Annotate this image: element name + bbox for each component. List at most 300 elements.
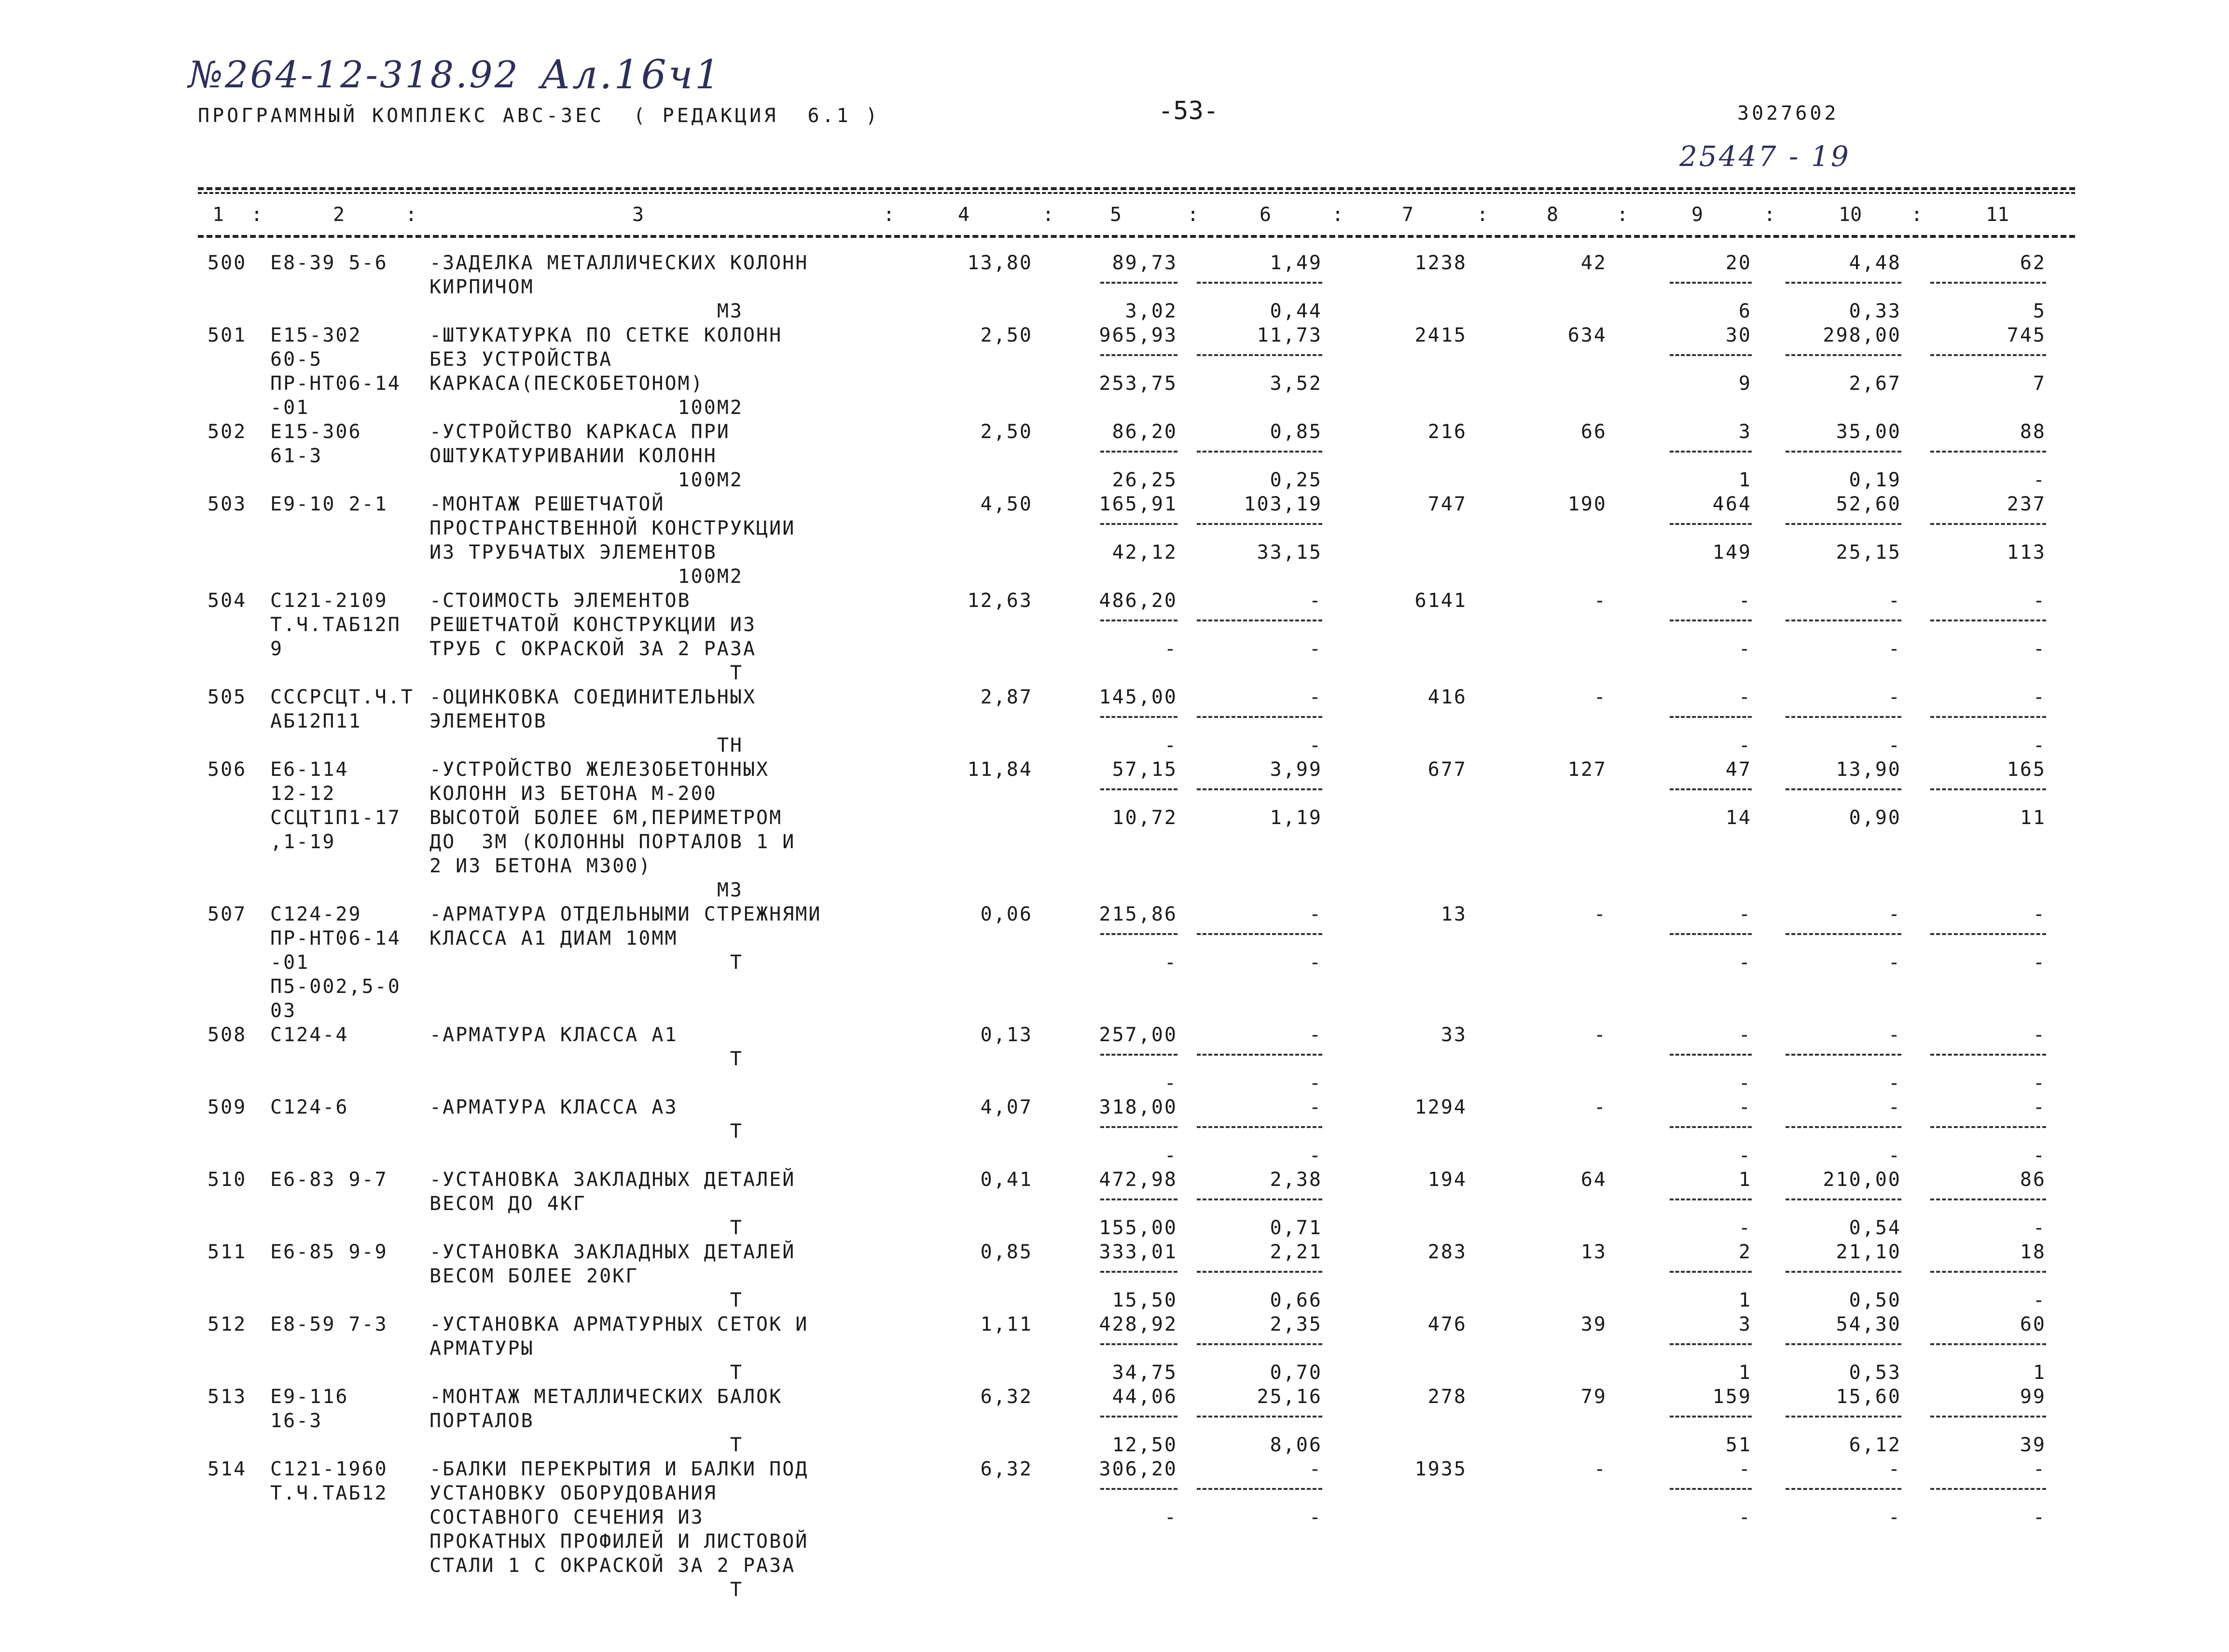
row-col10: - xyxy=(1888,1024,1901,1046)
row-col8: 634 xyxy=(1567,324,1607,346)
row-description: СОСТАВНОГО СЕЧЕНИЯ ИЗ xyxy=(429,1506,704,1528)
row-description: КОЛОНН ИЗ БЕТОНА М-200 xyxy=(429,783,717,805)
row-col8: 190 xyxy=(1567,493,1607,515)
row-col5: 215,86 xyxy=(1099,903,1177,925)
row-col6: - xyxy=(1309,1096,1322,1118)
row-code: -01 xyxy=(270,951,310,974)
col-header-11: 11 xyxy=(1986,204,2009,226)
cell-separator xyxy=(1197,282,1322,284)
row-col9: 1 xyxy=(1738,1169,1752,1191)
row-col8: 66 xyxy=(1580,421,1607,443)
row-col5: 965,93 xyxy=(1099,324,1177,346)
row-col5: 306,20 xyxy=(1099,1458,1177,1480)
row-code: Е6-114 xyxy=(270,758,349,781)
cell-separator xyxy=(1100,451,1177,453)
row-number: 513 xyxy=(208,1386,247,1408)
row-col5: 44,06 xyxy=(1112,1386,1177,1408)
row-col11: - xyxy=(2033,1096,2046,1118)
cell-separator xyxy=(1786,1054,1901,1056)
row-unit: 100М2 xyxy=(678,565,743,588)
cell-separator xyxy=(1197,1416,1322,1418)
row-description: СТАЛИ 1 С ОКРАСКОЙ ЗА 2 РАЗА xyxy=(429,1555,796,1577)
row-col9-sub: - xyxy=(1738,951,1752,974)
row-col5-sub: 12,50 xyxy=(1112,1434,1177,1456)
col-header-6: 6 xyxy=(1260,204,1272,226)
row-col11-sub: - xyxy=(2033,1506,2046,1528)
row-code: С124-6 xyxy=(270,1096,349,1118)
row-col9: - xyxy=(1738,903,1752,925)
row-col10-sub: - xyxy=(1888,638,1901,660)
row-col9-sub: - xyxy=(1738,1144,1752,1167)
row-col6-sub: 0,25 xyxy=(1270,469,1322,491)
row-col6-sub: - xyxy=(1309,951,1322,974)
row-code: ПР-НТ06-14 xyxy=(270,372,401,395)
row-description: КИРПИЧОМ xyxy=(429,276,534,298)
row-col6: - xyxy=(1309,903,1322,925)
row-description: -УСТАНОВКА АРМАТУРНЫХ СЕТОК И xyxy=(429,1313,809,1335)
row-col5: 86,20 xyxy=(1112,421,1177,443)
cell-separator xyxy=(1670,1198,1752,1200)
row-code: Е6-83 9-7 xyxy=(270,1169,388,1191)
row-col8: 13 xyxy=(1580,1241,1607,1263)
row-number: 508 xyxy=(208,1024,247,1046)
row-col11-sub: - xyxy=(2033,638,2046,660)
row-col11: - xyxy=(2033,903,2046,925)
cell-separator xyxy=(1930,1343,2046,1345)
row-col6-sub: 33,15 xyxy=(1257,541,1322,564)
row-col11-sub: 39 xyxy=(2020,1434,2046,1456)
row-code: С124-29 xyxy=(270,903,362,925)
row-col6-sub: - xyxy=(1309,638,1322,660)
row-col8: 39 xyxy=(1580,1313,1607,1335)
handwritten-reference: №264-12-318.92 xyxy=(188,53,520,96)
col-header-1: 1 xyxy=(212,204,224,226)
cell-separator xyxy=(1670,451,1752,453)
row-number: 514 xyxy=(208,1458,247,1480)
row-code: 16-3 xyxy=(270,1410,323,1432)
row-col11-sub: 113 xyxy=(2007,541,2046,564)
row-col5: 486,20 xyxy=(1099,590,1177,612)
cell-separator xyxy=(1100,1198,1177,1200)
row-col5-sub: - xyxy=(1164,1072,1177,1094)
cell-separator xyxy=(1930,1488,2046,1490)
row-col11-sub: - xyxy=(2033,1217,2046,1239)
col-header-4: 4 xyxy=(958,204,970,226)
row-number: 500 xyxy=(208,252,247,274)
row-description: -ШТУКАТУРКА ПО СЕТКЕ КОЛОНН xyxy=(429,324,783,346)
row-description: -МОНТАЖ МЕТАЛЛИЧЕСКИХ БАЛОК xyxy=(429,1386,783,1408)
cell-separator xyxy=(1930,354,2046,356)
cell-separator xyxy=(1670,1488,1752,1490)
document-code: 3027602 xyxy=(1737,102,1839,124)
row-col6-sub: - xyxy=(1309,734,1322,757)
row-col6-sub: - xyxy=(1309,1072,1322,1094)
row-code: Е9-10 2-1 xyxy=(270,493,388,515)
row-number: 504 xyxy=(208,590,247,612)
row-col5-sub: 10,72 xyxy=(1112,807,1177,829)
row-col11: 745 xyxy=(2007,324,2046,346)
row-description: -АРМАТУРА ОТДЕЛЬНЫМИ СТРЕЖНЯМИ xyxy=(429,903,822,925)
row-col11-sub: 7 xyxy=(2033,372,2046,395)
row-col5: 257,00 xyxy=(1099,1024,1177,1046)
cell-separator xyxy=(1930,620,2046,621)
cell-separator xyxy=(1670,523,1752,525)
cell-separator xyxy=(1197,933,1322,935)
row-number: 506 xyxy=(208,758,247,781)
row-col5-sub: - xyxy=(1164,951,1177,974)
row-col6: 0,85 xyxy=(1270,421,1322,443)
row-col8: - xyxy=(1593,1096,1607,1118)
row-number: 503 xyxy=(208,493,247,515)
row-col10-sub: 6,12 xyxy=(1849,1434,1901,1456)
row-col9: - xyxy=(1738,686,1752,708)
row-code: АБ12П11 xyxy=(270,710,362,732)
cell-separator xyxy=(1930,1271,2046,1273)
row-col9: 2 xyxy=(1738,1241,1752,1263)
row-col7: 283 xyxy=(1427,1241,1467,1263)
cell-separator xyxy=(1930,1054,2046,1056)
row-number: 505 xyxy=(208,686,247,708)
row-col5-sub: 155,00 xyxy=(1099,1217,1177,1239)
cell-separator xyxy=(1100,933,1177,935)
cell-separator xyxy=(1670,1126,1752,1128)
row-col4: 12,63 xyxy=(967,590,1033,612)
row-col6-sub: 8,06 xyxy=(1270,1434,1322,1456)
row-col5: 145,00 xyxy=(1099,686,1177,708)
cell-separator xyxy=(1100,1343,1177,1345)
row-col5-sub: 15,50 xyxy=(1112,1289,1177,1311)
cell-separator xyxy=(1930,933,2046,935)
row-col6-sub: 0,66 xyxy=(1270,1289,1322,1311)
row-col11-sub: - xyxy=(2033,1144,2046,1167)
row-col10: 54,30 xyxy=(1836,1313,1901,1335)
row-col10-sub: 0,33 xyxy=(1849,300,1901,322)
row-col6-sub: - xyxy=(1309,1144,1322,1167)
row-col4: 0,06 xyxy=(980,903,1033,925)
cell-separator xyxy=(1100,1416,1177,1418)
row-description: ЭЛЕМЕНТОВ xyxy=(429,710,547,732)
row-code: Т.Ч.ТАБ12 xyxy=(270,1482,388,1504)
cell-separator xyxy=(1786,1126,1901,1128)
row-col11: 18 xyxy=(2020,1241,2046,1263)
row-col5: 428,92 xyxy=(1099,1313,1177,1335)
row-col6: - xyxy=(1309,590,1322,612)
row-col5-sub: 253,75 xyxy=(1099,372,1177,395)
cell-separator xyxy=(1670,354,1752,356)
row-unit: Т xyxy=(730,1362,743,1384)
cell-separator xyxy=(1670,1416,1752,1418)
col-sep: : xyxy=(1332,204,1344,226)
row-col5-sub: 26,25 xyxy=(1112,469,1177,491)
row-col6-sub: 0,71 xyxy=(1270,1217,1322,1239)
row-code: Е15-306 xyxy=(270,421,362,443)
row-col5: 333,01 xyxy=(1099,1241,1177,1263)
cell-separator xyxy=(1930,716,2046,718)
row-col9: 30 xyxy=(1725,324,1752,346)
row-code: Е8-59 7-3 xyxy=(270,1313,388,1335)
row-col7: 216 xyxy=(1427,421,1467,443)
row-col9: - xyxy=(1738,1024,1752,1046)
row-col4: 11,84 xyxy=(967,758,1033,781)
row-code: Е6-85 9-9 xyxy=(270,1241,388,1263)
row-unit: Т xyxy=(730,662,743,684)
col-header-7: 7 xyxy=(1402,204,1414,226)
row-col5: 89,73 xyxy=(1112,252,1177,274)
cell-separator xyxy=(1930,1198,2046,1200)
row-description: -МОНТАЖ РЕШЕТЧАТОЙ xyxy=(429,493,665,515)
row-unit: М3 xyxy=(717,300,743,322)
cell-separator xyxy=(1786,523,1901,525)
row-col9-sub: - xyxy=(1738,638,1752,660)
cell-separator xyxy=(1100,620,1177,621)
cell-separator xyxy=(1786,1416,1901,1418)
cell-separator xyxy=(1670,716,1752,718)
row-col5-sub: - xyxy=(1164,1506,1177,1528)
cell-separator xyxy=(1786,933,1901,935)
row-description: ПОРТАЛОВ xyxy=(429,1410,534,1432)
row-col11-sub: - xyxy=(2033,734,2046,757)
cell-separator xyxy=(1786,1488,1901,1490)
row-col11-sub: 11 xyxy=(2020,807,2046,829)
row-col7: 6141 xyxy=(1414,590,1467,612)
row-col6-sub: 1,19 xyxy=(1270,807,1322,829)
row-col6: 103,19 xyxy=(1244,493,1322,515)
row-code: 9 xyxy=(270,638,284,660)
row-col8: - xyxy=(1593,1024,1607,1046)
row-col4: 1,11 xyxy=(980,1313,1033,1335)
row-code: 60-5 xyxy=(270,348,323,371)
row-unit: ТН xyxy=(717,734,743,757)
cell-separator xyxy=(1786,282,1901,284)
row-col5-sub: - xyxy=(1164,1144,1177,1167)
row-number: 510 xyxy=(208,1169,247,1191)
cell-separator xyxy=(1197,1054,1322,1056)
row-col10-sub: - xyxy=(1888,1072,1901,1094)
row-code: П5-002,5-0 xyxy=(270,976,401,998)
row-col7: 278 xyxy=(1427,1386,1467,1408)
row-number: 512 xyxy=(208,1313,247,1335)
row-col11-sub: - xyxy=(2033,1072,2046,1094)
row-col9: 47 xyxy=(1725,758,1752,781)
row-col10-sub: 0,53 xyxy=(1849,1362,1901,1384)
col-sep: : xyxy=(1187,204,1199,226)
row-col5-sub: - xyxy=(1164,638,1177,660)
row-description: -УСТРОЙСТВО ЖЕЛЕЗОБЕТОННЫХ xyxy=(429,758,770,781)
cell-separator xyxy=(1930,1126,2046,1128)
row-description: УСТАНОВКУ ОБОРУДОВАНИЯ xyxy=(429,1482,717,1504)
col-sep: : xyxy=(1042,204,1054,226)
cell-separator xyxy=(1670,1054,1752,1056)
cell-separator xyxy=(1930,282,2046,284)
cell-separator xyxy=(1786,716,1901,718)
row-col10: 52,60 xyxy=(1836,493,1901,515)
row-col11: 60 xyxy=(2020,1313,2046,1335)
row-col7: 677 xyxy=(1427,758,1467,781)
row-col7: 1294 xyxy=(1414,1096,1467,1118)
row-col11: - xyxy=(2033,1458,2046,1480)
row-description: ВЕСОМ ДО 4КГ xyxy=(429,1193,586,1215)
cell-separator xyxy=(1670,1343,1752,1345)
cell-separator xyxy=(1197,1343,1322,1345)
row-col10: 35,00 xyxy=(1836,421,1901,443)
cell-separator xyxy=(1930,451,2046,453)
cell-separator xyxy=(1197,716,1322,718)
row-col10: - xyxy=(1888,903,1901,925)
col-sep: : xyxy=(1764,204,1776,226)
row-col5: 165,91 xyxy=(1099,493,1177,515)
row-col9: - xyxy=(1738,590,1752,612)
row-description: КЛАССА А1 ДИАМ 10ММ xyxy=(429,927,678,950)
row-unit: Т xyxy=(730,1048,743,1070)
row-col10-sub: 25,15 xyxy=(1836,541,1901,564)
row-col9-sub: 1 xyxy=(1738,1289,1752,1311)
row-description: ИЗ ТРУБЧАТЫХ ЭЛЕМЕНТОВ xyxy=(429,541,717,564)
row-col10-sub: - xyxy=(1888,1506,1901,1528)
row-col4: 4,07 xyxy=(980,1096,1033,1118)
cell-separator xyxy=(1100,354,1177,356)
row-col9-sub: 6 xyxy=(1738,300,1752,322)
row-col9-sub: 1 xyxy=(1738,469,1752,491)
row-col9-sub: - xyxy=(1738,1072,1752,1094)
row-col9-sub: 14 xyxy=(1725,807,1752,829)
row-col8: - xyxy=(1593,590,1607,612)
row-col10-sub: 0,19 xyxy=(1849,469,1901,491)
row-description: -АРМАТУРА КЛАССА А3 xyxy=(429,1096,678,1118)
cell-separator xyxy=(1786,620,1901,621)
row-col9-sub: 149 xyxy=(1712,541,1752,564)
row-description: -УСТАНОВКА ЗАКЛАДНЫХ ДЕТАЛЕЙ xyxy=(429,1169,796,1191)
row-description: БЕЗ УСТРОЙСТВА xyxy=(429,348,613,371)
cell-separator xyxy=(1670,620,1752,621)
row-col7: 1238 xyxy=(1414,252,1467,274)
row-col7: 33 xyxy=(1440,1024,1467,1046)
col-sep: : xyxy=(1617,204,1629,226)
cell-separator xyxy=(1100,716,1177,718)
row-number: 501 xyxy=(208,324,247,346)
row-col9-sub: - xyxy=(1738,1217,1752,1239)
cell-separator xyxy=(1786,354,1901,356)
row-description: -ОЦИНКОВКА СОЕДИНИТЕЛЬНЫХ xyxy=(429,686,757,708)
cell-separator xyxy=(1100,1488,1177,1490)
row-col9: - xyxy=(1738,1458,1752,1480)
row-unit: Т xyxy=(730,1579,743,1601)
row-description: АРМАТУРЫ xyxy=(429,1337,534,1360)
row-col11: 62 xyxy=(2020,252,2046,274)
row-col10-sub: - xyxy=(1888,951,1901,974)
cell-separator xyxy=(1197,451,1322,453)
col-header-9: 9 xyxy=(1691,204,1703,226)
row-col11: 88 xyxy=(2020,421,2046,443)
row-col6-sub: 0,44 xyxy=(1270,300,1322,322)
cell-separator xyxy=(1197,354,1322,356)
row-description: КАРКАСА(ПЕСКОБЕТОНОМ) xyxy=(429,372,704,395)
row-col10: 210,00 xyxy=(1823,1169,1901,1191)
cell-separator xyxy=(1197,1126,1322,1128)
handwritten-code: 25447 - 19 xyxy=(1679,140,1851,173)
row-col11: - xyxy=(2033,1024,2046,1046)
row-col10: - xyxy=(1888,686,1901,708)
cell-separator xyxy=(1197,1488,1322,1490)
row-col4: 13,80 xyxy=(967,252,1033,274)
row-col4: 2,50 xyxy=(980,421,1033,443)
cell-separator xyxy=(1100,788,1177,790)
row-col7: 747 xyxy=(1427,493,1467,515)
row-description: -ЗАДЕЛКА МЕТАЛЛИЧЕСКИХ КОЛОНН xyxy=(429,252,809,274)
row-col11: 165 xyxy=(2007,758,2046,781)
row-col4: 2,50 xyxy=(980,324,1033,346)
row-description: -УСТАНОВКА ЗАКЛАДНЫХ ДЕТАЛЕЙ xyxy=(429,1241,796,1263)
row-col9: 464 xyxy=(1712,493,1752,515)
row-col10-sub: - xyxy=(1888,1144,1901,1167)
cell-separator xyxy=(1197,523,1322,525)
row-col11: 86 xyxy=(2020,1169,2046,1191)
row-col11-sub: - xyxy=(2033,469,2046,491)
row-col10-sub: - xyxy=(1888,734,1901,757)
col-header-8: 8 xyxy=(1547,204,1559,226)
row-col4: 0,85 xyxy=(980,1241,1033,1263)
row-col8: - xyxy=(1593,1458,1607,1480)
row-col9-sub: - xyxy=(1738,734,1752,757)
row-col10-sub: 0,54 xyxy=(1849,1217,1901,1239)
row-description: ВЫСОТОЙ БОЛЕЕ 6М,ПЕРИМЕТРОМ xyxy=(429,807,783,829)
row-col7: 194 xyxy=(1427,1169,1467,1191)
row-col10: - xyxy=(1888,1458,1901,1480)
row-col4: 4,50 xyxy=(980,493,1033,515)
cell-separator xyxy=(1670,282,1752,284)
row-col6: 2,35 xyxy=(1270,1313,1322,1335)
row-code: ,1-19 xyxy=(270,831,336,853)
cell-separator xyxy=(1670,788,1752,790)
col-sep: : xyxy=(405,204,417,226)
row-description: -УСТРОЙСТВО КАРКАСА ПРИ xyxy=(429,421,730,443)
row-col4: 0,41 xyxy=(980,1169,1033,1191)
cell-separator xyxy=(1786,1198,1901,1200)
row-col9: - xyxy=(1738,1096,1752,1118)
col-sep: : xyxy=(883,204,895,226)
row-col10-sub: 0,90 xyxy=(1849,807,1901,829)
row-col11-sub: - xyxy=(2033,1289,2046,1311)
row-col4: 2,87 xyxy=(980,686,1033,708)
col-sep: : xyxy=(1477,204,1489,226)
row-description: ТРУБ С ОКРАСКОЙ ЗА 2 РАЗА xyxy=(429,638,757,660)
cell-separator xyxy=(1197,620,1322,621)
row-code: -01 xyxy=(270,397,310,419)
row-col7: 416 xyxy=(1427,686,1467,708)
col-sep: : xyxy=(1911,204,1923,226)
cell-separator xyxy=(1786,451,1901,453)
row-col9: 3 xyxy=(1738,421,1752,443)
col-sep: : xyxy=(251,204,263,226)
row-col8: - xyxy=(1593,903,1607,925)
col-header-2: 2 xyxy=(333,204,345,226)
row-col6: 2,21 xyxy=(1270,1241,1322,1263)
cell-separator xyxy=(1930,1416,2046,1418)
cell-separator xyxy=(1670,933,1752,935)
row-col10-sub: 2,67 xyxy=(1849,372,1901,395)
row-code: С121-2109 xyxy=(270,590,388,612)
row-number: 502 xyxy=(208,421,247,443)
cell-separator xyxy=(1786,1343,1901,1345)
col-header-3: 3 xyxy=(632,204,644,226)
row-unit: М3 xyxy=(717,879,743,901)
row-code: Е15-302 xyxy=(270,324,362,346)
row-code: ПР-НТ06-14 xyxy=(270,927,401,950)
row-unit: Т xyxy=(730,951,743,974)
row-description: ДО 3М (КОЛОННЫ ПОРТАЛОВ 1 И xyxy=(429,831,796,853)
row-col8: 42 xyxy=(1580,252,1607,274)
cell-separator xyxy=(1197,1198,1322,1200)
row-col6: 25,16 xyxy=(1257,1386,1322,1408)
